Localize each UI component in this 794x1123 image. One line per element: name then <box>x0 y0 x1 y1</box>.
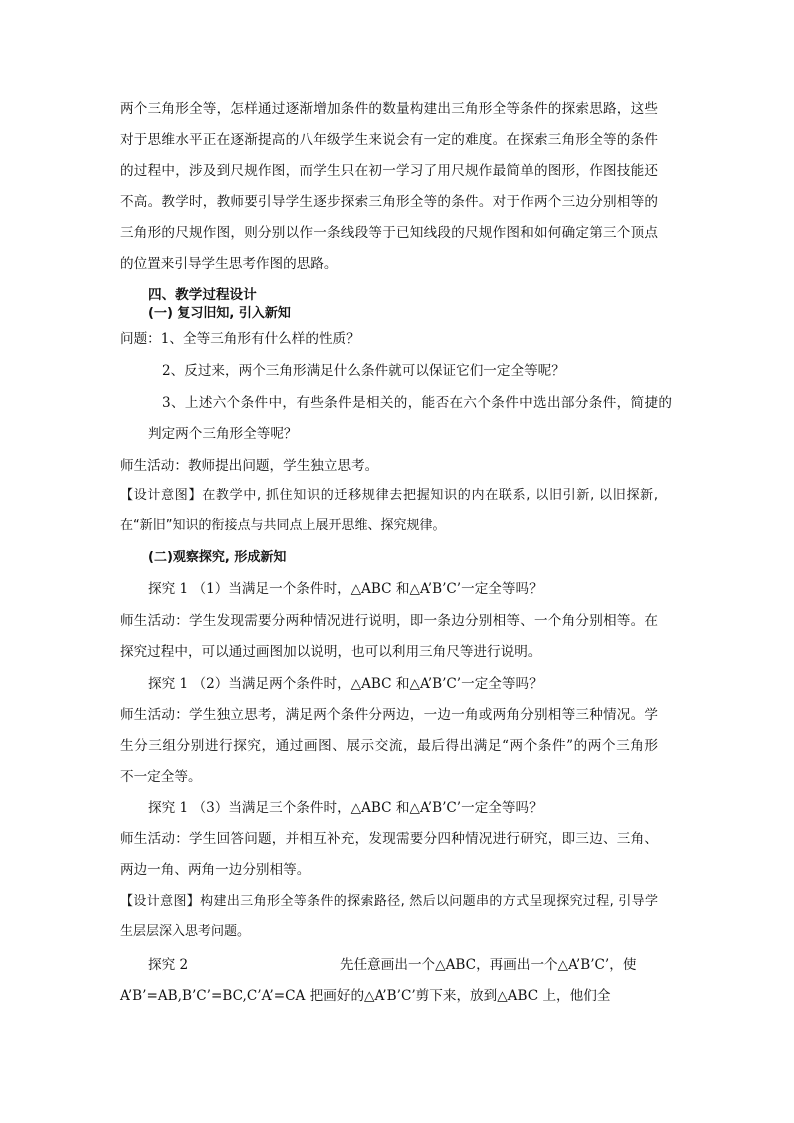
para1-line-1: 两个三角形全等，怎样通过逐渐增加条件的数量构建出三角形全等条件的探索思路，这些 <box>120 101 658 117</box>
explore-1-part-2: 探究 1 （2）当满足两个条件时，△ABC 和△A’B’C’一定全等吗？ <box>148 676 543 692</box>
question-3-line-1: 3、上述六个条件中，有些条件是相关的，能否在六个条件中选出部分条件，简捷的 <box>162 395 672 411</box>
explore-1-part-3: 探究 1 （3）当满足三个条件时，△ABC 和△A’B’C’一定全等吗？ <box>148 800 543 816</box>
question-1: 问题：1、全等三角形有什么样的性质？ <box>120 331 360 347</box>
activity-3-line-1: 师生活动：学生独立思考，满足两个条件分两边，一边一角或两角分别相等三种情况。学 <box>120 707 658 723</box>
question-2: 2、反过来，两个三角形满足什么条件就可以保证它们一定全等呢？ <box>162 363 565 379</box>
design-intent-1-line-1: 【设计意图】在教学中, 抓住知识的迁移规律去把握知识的内在联系, 以旧引新, 以旧探新, <box>120 488 658 503</box>
para1-line-5: 三角形的尺规作图，则分别以作一条线段等于已知线段的尺规作图和如何确定第三个顶点 <box>120 225 658 241</box>
activity-3-line-2: 生分三组分别进行探究，通过画图、展示交流，最后得出满足“两个条件”的两个三角形 <box>120 738 658 754</box>
design-intent-1-line-2: 在“新旧”知识的衔接点与共同点上展开思维、探究规律。 <box>120 518 446 533</box>
subsection-1-title: (一) 复习旧知, 引入新知 <box>148 306 291 321</box>
subsection-2-title: (二)观察探究, 形成新知 <box>148 550 287 565</box>
activity-2-line-1: 师生活动：学生发现需要分两种情况进行说明，即一条边分别相等、一个角分别相等。在 <box>120 613 658 629</box>
activity-4-line-1: 师生活动：学生回答问题，并相互补充，发现需要分四种情况进行研究，即三边、三角、 <box>120 831 658 847</box>
activity-4-line-2: 两边一角、两角一边分别相等。 <box>120 862 311 878</box>
explore-2-label: 探究 2 <box>148 957 189 973</box>
explore-2-text-line-2: A’B’=AB,B’C’=BC,C’A’=CA 把画好的△A’B’C’剪下来，放到△ABC 上，他们全 <box>120 988 611 1004</box>
explore-1-part-1: 探究 1 （1）当满足一个条件时，△ABC 和△A’B’C’一定全等吗？ <box>148 581 543 597</box>
section-4-title: 四、教学过程设计 <box>148 287 257 303</box>
para1-line-2: 对于思维水平正在逐渐提高的八年级学生来说会有一定的难度。在探索三角形全等的条件 <box>120 132 658 148</box>
para1-line-4: 不高。教学时，教师要引导学生逐步探索三角形全等的条件。对于作两个三边分别相等的 <box>120 194 658 210</box>
para1-line-6: 的位置来引导学生思考作图的思路。 <box>120 256 338 272</box>
design-intent-2-line-2: 生层层深入思考问题。 <box>120 924 251 939</box>
question-3-line-2: 判定两个三角形全等呢？ <box>148 426 298 442</box>
activity-1: 师生活动：教师提出问题，学生独立思考。 <box>120 458 379 474</box>
activity-2-line-2: 探究过程中，可以通过画图加以说明，也可以利用三角尺等进行说明。 <box>120 644 542 660</box>
activity-3-line-3: 不一定全等。 <box>120 769 202 785</box>
explore-2-text-line-1: 先任意画出一个△ABC，再画出一个△A’B’C’，使 <box>340 957 637 973</box>
design-intent-2-line-1: 【设计意图】构建出三角形全等条件的探索路径, 然后以问题串的方式呈现探究过程, 引导学 <box>120 894 658 909</box>
para1-line-3: 的过程中，涉及到尺规作图，而学生只在初一学习了用尺规作最简单的图形，作图技能还 <box>120 163 658 179</box>
